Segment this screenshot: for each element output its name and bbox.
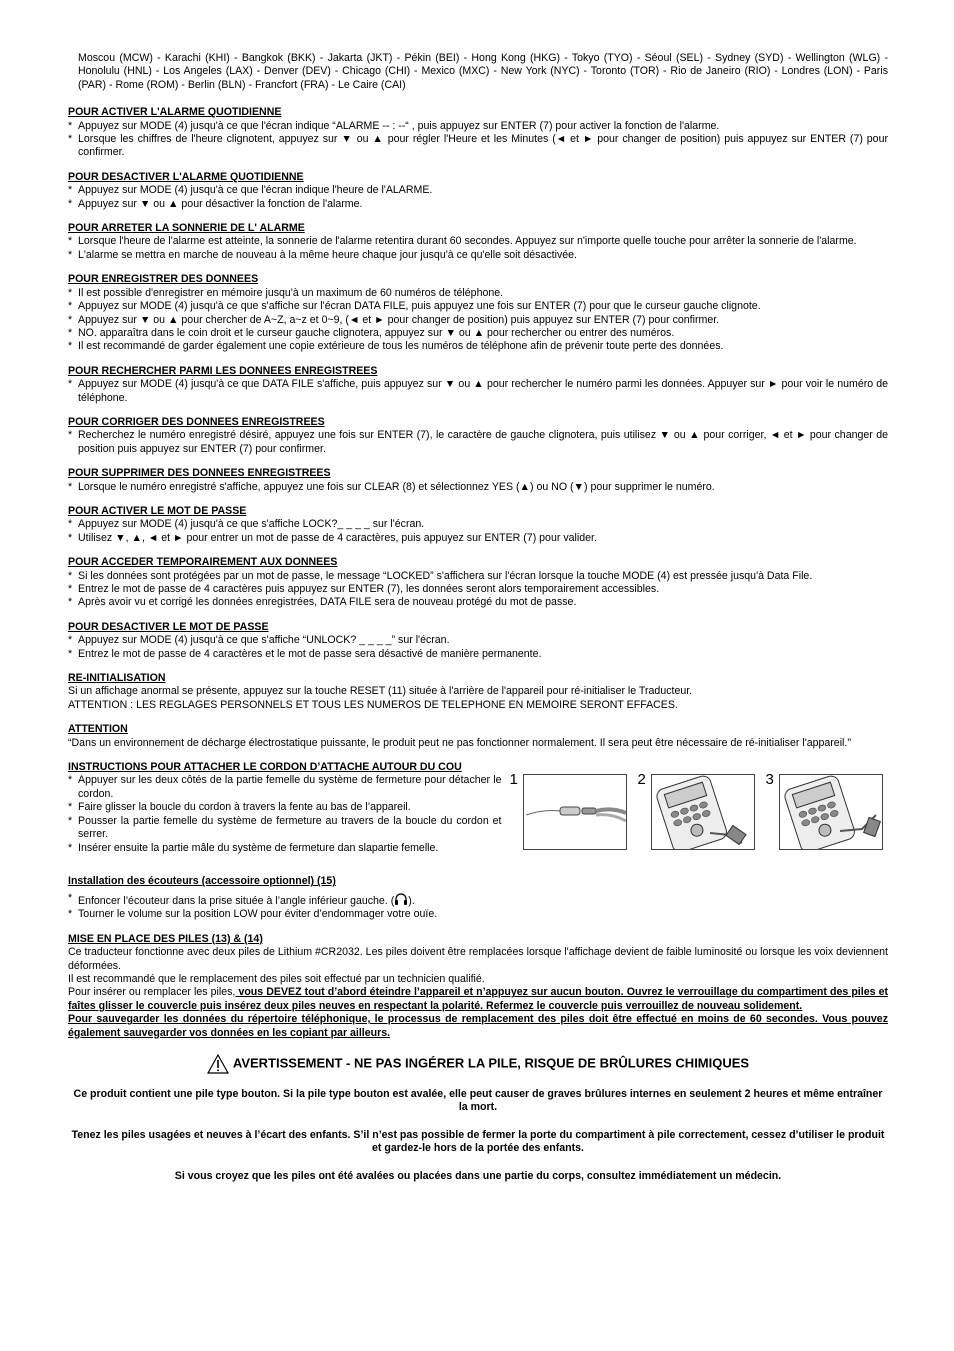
strap-title: INSTRUCTIONS POUR ATTACHER LE CORDON D’ATTACHE AUTOUR DU COU	[68, 761, 462, 774]
section-steps	[68, 120, 888, 160]
section-title: POUR ARRETER LA SONNERIE DE L' ALARME	[68, 222, 305, 235]
attention-text: “Dans un environnement de décharge électrostatique puissante, le produit peut ne pas fonctionner normalement. Il sera peut être nécessaire de ré-initialiser l'appareil."	[68, 736, 852, 749]
warning-p2: Tenez les piles usagées et neuves à l’écart des enfants. S’il n’est pas possible de fermer la porte du compartiment à pile correctement, cessez d’utiliser le produit et gardez-le hors de la portée des enfants.	[71, 1128, 885, 1155]
instruction-section	[68, 621, 888, 661]
warning-triangle-icon	[207, 1054, 229, 1074]
section-step: * Lorsque le numéro enregistré s'affiche, appuyez une fois sur CLEAR (8) et sélectionnez YES (▲) ou NO (▼) pour supprimer le numéro.	[68, 481, 888, 494]
warning-heading	[68, 1054, 888, 1074]
section-step: * Appuyez sur ▼ ou ▲ pour désactiver la fonction de l'alarme.	[68, 198, 888, 211]
device-cord-illustration	[780, 775, 883, 850]
strap-step: * Faire glisser la boucle du cordon à travers la fente au bas de l’appareil.	[68, 801, 501, 814]
strap-step: * Appuyer sur les deux côtés de la partie femelle du système de fermeture pour détacher le cordon.	[68, 774, 501, 801]
section-step: * Appuyez sur MODE (4) jusqu'à ce que DATA FILE s'affiche, puis appuyez sur ▼ ou ▲ pour rechercher le numéro parmi les données. Appuyer sur ► pour voir le numéro de téléphone.	[68, 378, 888, 405]
batteries-p4: Pour sauvegarder les données du répertoire téléphonique, le processus de remplacement des piles doit être effectué en moins de 60 secondes. Vous pouvez également sauvegarder vos données en les copiant par ailleurs.	[68, 1013, 888, 1039]
strap-figure-2	[651, 774, 755, 850]
section-step: * Appuyez sur ▼ ou ▲ pour chercher de A~Z, a~z et 0~9, (◄ et ► pour changer de position) puis appuyez sur ENTER (7) pour confirmer.	[68, 314, 888, 327]
batteries-p1: Ce traducteur fonctionne avec deux piles de Lithium #CR2032. Les piles doivent être remplacées lorsque l'affichage devient de faible luminosité ou lorsque les voix deviennent déformées.	[68, 946, 888, 972]
reinit-line-2: ATTENTION : LES REGLAGES PERSONNELS ET TOUS LES NUMEROS DE TELEPHONE EN MEMOIRE SERONT EFFACES.	[68, 698, 678, 711]
earphones-title: Installation des écouteurs (accessoire optionnel) (15)	[68, 875, 336, 888]
instruction-section	[68, 416, 888, 456]
section-steps	[68, 570, 888, 610]
instruction-section	[68, 273, 888, 353]
batteries-p2: Il est recommandé que le remplacement des piles soit effectué par un technicien qualifié.	[68, 972, 485, 985]
section-steps	[68, 235, 888, 262]
section-step: * Appuyez sur MODE (4) jusqu'à ce que s'affiche sur l'écran DATA FILE, puis appuyez une fois sur ENTER (7) pour que le curseur gauche clignote.	[68, 300, 888, 313]
strap-figure-3	[779, 774, 883, 850]
section-step: * Lorsque les chiffres de l'heure clignotent, appuyez sur ▼ ou ▲ pour régler l'Heure et les Minutes (◄ et ► pour changer de position) puis appuyez sur ENTER (7) pour confirmer.	[68, 133, 888, 160]
strap-figure-1	[523, 774, 627, 850]
section-step: * Appuyez sur MODE (4) jusqu'à ce que l'écran indique “ALARME -- : --“ , puis appuyez sur ENTER (7) pour activer la fonction de l'alarme.	[68, 120, 888, 133]
section-title: POUR ENREGISTRER DES DONNEES	[68, 273, 259, 286]
section-title: POUR ACTIVER LE MOT DE PASSE	[68, 504, 247, 517]
instruction-sections	[68, 106, 888, 661]
section-step: * Entrez le mot de passe de 4 caractères puis appuyez sur ENTER (7), les données seront alors temporairement accessibles.	[68, 583, 888, 596]
section-step: * Après avoir vu et corrigé les données enregistrées, DATA FILE sera de nouveau protégé du mot de passe.	[68, 596, 888, 609]
figure-label-1: 1	[509, 771, 518, 789]
section-steps	[68, 184, 888, 211]
strap-step: * Pousser la partie femelle du système de fermeture au travers de la boucle du cordon et serrer.	[68, 815, 501, 842]
section-title: POUR CORRIGER DES DONNEES ENREGISTREES	[68, 415, 325, 428]
batteries-section	[68, 933, 888, 1040]
section-steps	[68, 481, 888, 494]
section-step: * Recherchez le numéro enregistré désiré, appuyez une fois sur ENTER (7), le caractère de gauche clignotera, puis utilisez ▼ ou ▲ pour corriger, ◄ et ► pour changer de position puis appuyez sur ENTER (7) pour confirmer.	[68, 429, 888, 456]
section-step: * Si les données sont protégées par un mot de passe, le message “LOCKED” s'affichera sur l'écran lorsque la touche MODE (4) est pressée jusqu'à Data File.	[68, 570, 888, 583]
strap-illustrations	[509, 771, 888, 864]
headphones-icon	[394, 892, 408, 906]
instruction-section	[68, 171, 888, 211]
section-step: * Il est possible d'enregistrer en mémoire jusqu'à un maximum de 60 numéros de téléphone.	[68, 287, 888, 300]
earphones-section	[68, 875, 888, 921]
section-step: * L'alarme se mettra en marche de nouveau à la même heure chaque jour jusqu'à ce qu'elle soit désactivée.	[68, 249, 888, 262]
warning-title: AVERTISSEMENT - NE PAS INGÉRER LA PILE, RISQUE DE BRÛLURES CHIMIQUES	[232, 1055, 750, 1071]
city-codes-list: Moscou (MCW) - Karachi (KHI) - Bangkok (BKK) - Jakarta (JKT) - Pékin (BEI) - Hong Kong (HKG) - Tokyo (TYO) - Séoul (SEL) - Sydney (SYD) - Wellington (WLG) - Honolulu (HNL) - Los Angeles (LAX) - Denver (DEV) - Chicago (CHI) - Mexico (MXC) - New York (NYC) - Toronto (TOR) - Rio de Janeiro (RIO) - Londres (LON) - Paris (PAR) - Rome (ROM) - Berlin (BLN) - Francfort (FRA) - Le Caire (CAI)	[78, 52, 888, 91]
section-steps	[68, 378, 888, 405]
figure-label-2: 2	[637, 771, 646, 789]
instruction-section	[68, 106, 888, 160]
reinit-section	[68, 672, 888, 712]
reinit-title: RE-INITIALISATION	[68, 672, 166, 685]
section-steps	[68, 287, 888, 354]
section-step: * Utilisez ▼, ▲, ◄ et ► pour entrer un mot de passe de 4 caractères, puis appuyez sur ENTER (7) pour valider.	[68, 532, 888, 545]
instruction-section	[68, 556, 888, 610]
section-title: POUR DESACTIVER LE MOT DE PASSE	[68, 620, 269, 633]
reinit-line-1: Si un affichage anormal se présente, appuyez sur la touche RESET (11) située à l'arrière de l'appareil pour ré-initialiser le Traducteur.	[68, 685, 693, 698]
section-steps	[68, 634, 888, 661]
batteries-title: MISE EN PLACE DES PILES (13) & (14)	[68, 932, 263, 945]
figure-label-3: 3	[765, 771, 774, 789]
strap-steps	[68, 774, 501, 864]
warning-p3: Si vous croyez que les piles ont été avalées ou placées dans une partie du corps, consultez immédiatement un médecin.	[174, 1169, 782, 1182]
section-title: POUR RECHERCHER PARMI LES DONNEES ENREGISTREES	[68, 364, 378, 377]
batteries-p3: Pour insérer ou remplacer les piles, vous DEVEZ tout d’abord éteindre l’appareil et n’appuyez sur aucun bouton. Ouvrez le verrouillage du compartiment des piles et faîtes glisser le couvercle puis insérez deux piles neuves en respectant la polarité. Refermez le couvercle puis verrouillez de nouveau solidement.	[68, 986, 888, 1012]
earphones-step: * Enfoncer l’écouteur dans la prise située à l’angle inférieur gauche. ( ).	[68, 892, 888, 908]
section-step: * Il est recommandé de garder également une copie extérieure de tous les numéros de téléphone afin de prévenir toute perte des données.	[68, 340, 888, 353]
section-step: * Appuyez sur MODE (4) jusqu'à ce que s'affiche LOCK?_ _ _ _ sur l'écran.	[68, 518, 888, 531]
section-step: * Appuyez sur MODE (4) jusqu'à ce que s'affiche “UNLOCK? _ _ _ _” sur l'écran.	[68, 634, 888, 647]
section-steps	[68, 518, 888, 545]
instruction-section	[68, 222, 888, 262]
strap-step: * Insérer ensuite la partie mâle du système de fermeture dan slapartie femelle.	[68, 842, 501, 855]
instruction-section	[68, 365, 888, 405]
earphones-step: * Tourner le volume sur la position LOW pour éviter d’endommager votre ouïe.	[68, 908, 888, 921]
section-step: * NO. apparaîtra dans le coin droit et le curseur gauche clignotera, appuyez sur ▼ ou ▲ pour rechercher ou entrer des numéros.	[68, 327, 888, 340]
section-title: POUR ACTIVER L'ALARME QUOTIDIENNE	[68, 106, 282, 119]
attention-title: ATTENTION	[68, 723, 128, 736]
warning-p1: Ce produit contient une pile type bouton. Si la pile type bouton est avalée, elle peut causer de graves brûlures internes en seulement 2 heures et même entraîner la mort.	[73, 1087, 883, 1114]
attention-section	[68, 723, 888, 750]
cord-clasp-illustration	[524, 775, 627, 850]
section-step: * Lorsque l'heure de l'alarme est atteinte, la sonnerie de l'alarme retentira durant 60 secondes. Appuyez sur n'importe quelle touche pour arrêter la sonnerie de l'alarme.	[68, 235, 888, 248]
section-steps	[68, 429, 888, 456]
section-title: POUR SUPPRIMER DES DONNEES ENREGISTREES	[68, 467, 331, 480]
section-title: POUR ACCEDER TEMPORAIREMENT AUX DONNEES	[68, 556, 338, 569]
section-step: * Appuyez sur MODE (4) jusqu'à ce que l'écran indique l'heure de l'ALARME.	[68, 184, 888, 197]
device-cord-illustration	[652, 775, 755, 850]
instruction-section	[68, 467, 888, 494]
section-title: POUR DESACTIVER L'ALARME QUOTIDIENNE	[68, 170, 304, 183]
instruction-section	[68, 505, 888, 545]
strap-section	[68, 761, 888, 864]
section-step: * Entrez le mot de passe de 4 caractères et le mot de passe sera désactivé de manière permanente.	[68, 648, 888, 661]
